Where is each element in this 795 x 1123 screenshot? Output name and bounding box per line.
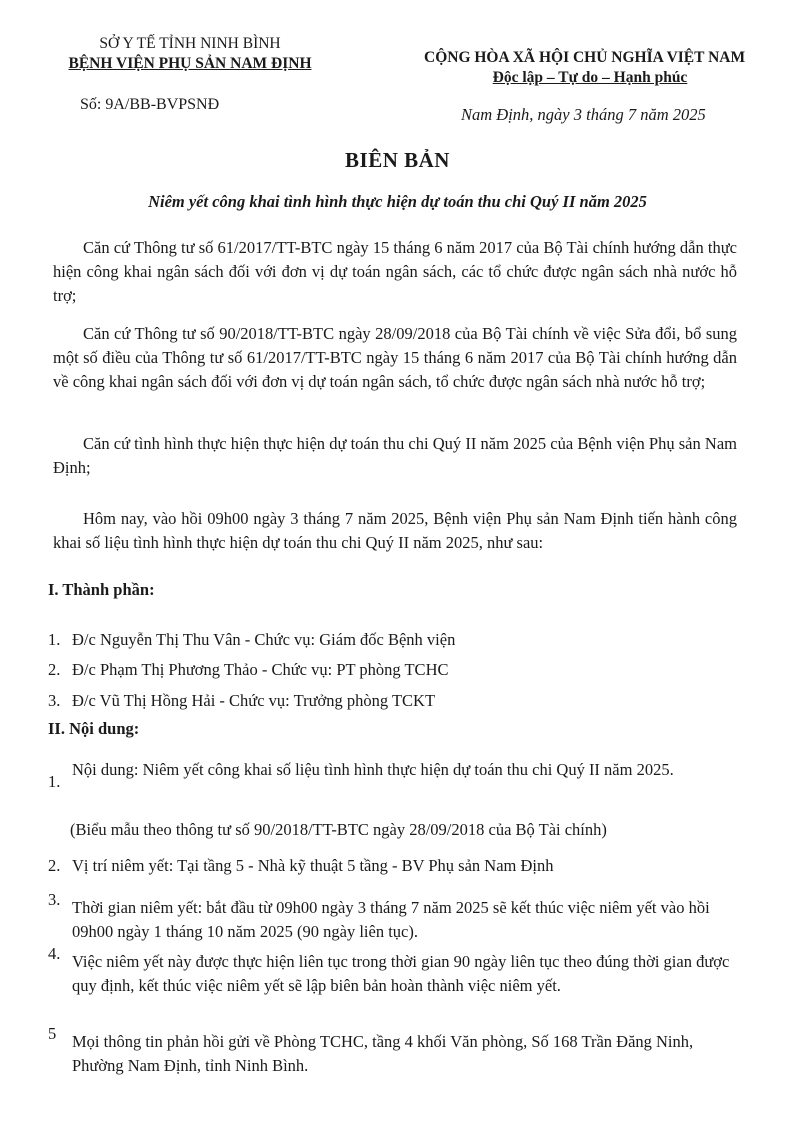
- paragraph: Căn cứ Thông tư số 61/2017/TT-BTC ngày 15 tháng 6 năm 2017 của Bộ Tài chính hướng dẫn thực hiện công khai ngân sách đối với đơn vị dự toán ngân sách, các tổ chức được ngân sách nhà nước hỗ trợ;: [53, 238, 737, 305]
- document-subtitle: Niêm yết công khai tình hình thực hiện dự toán thu chi Quý II năm 2025: [148, 192, 647, 211]
- section-heading: I. Thành phần:: [48, 580, 155, 599]
- header-right: [420, 48, 760, 88]
- document-title: BIÊN BẢN: [345, 148, 450, 172]
- document-date: Nam Định, ngày 3 tháng 7 năm 2025: [461, 105, 706, 124]
- hospital-name: BỆNH VIỆN PHỤ SẢN NAM ĐỊNH: [68, 55, 312, 72]
- country-name: CỘNG HÒA XÃ HỘI CHỦ NGHĨA VIỆT NAM: [424, 49, 746, 66]
- section-heading: II. Nội dung:: [48, 719, 140, 738]
- department-name: SỞ Y TẾ TỈNH NINH BÌNH: [99, 35, 281, 52]
- motto: Độc lập – Tự do – Hạnh phúc: [492, 69, 688, 86]
- document-number: Số: 9A/BB-BVPSNĐ: [80, 96, 220, 113]
- paragraph: Hôm nay, vào hồi 09h00 ngày 3 tháng 7 năm 2025, Bệnh viện Phụ sản Nam Định tiến hành công khai số liệu tình hình thực hiện dự toán thu chi Quý II năm 2025, như sau:: [53, 509, 737, 552]
- header-left: [60, 34, 320, 74]
- paragraph: Căn cứ tình hình thực hiện thực hiện dự toán thu chi Quý II năm 2025 của Bệnh viện Phụ sản Nam Định;: [53, 434, 737, 477]
- paragraph: Căn cứ Thông tư số 90/2018/TT-BTC ngày 28/09/2018 của Bộ Tài chính về việc Sửa đổi, bổ sung một số điều của Thông tư số 61/2017/TT-BTC ngày 15 tháng 6 năm 2017 của Bộ Tài chính hướng dẫn về công khai ngân sách đối với đơn vị dự toán ngân sách, tổ chức được ngân sách nhà nước hỗ trợ;: [53, 324, 737, 391]
- form-note: (Biểu mẫu theo thông tư số 90/2018/TT-BTC ngày 28/09/2018 của Bộ Tài chính): [70, 820, 607, 839]
